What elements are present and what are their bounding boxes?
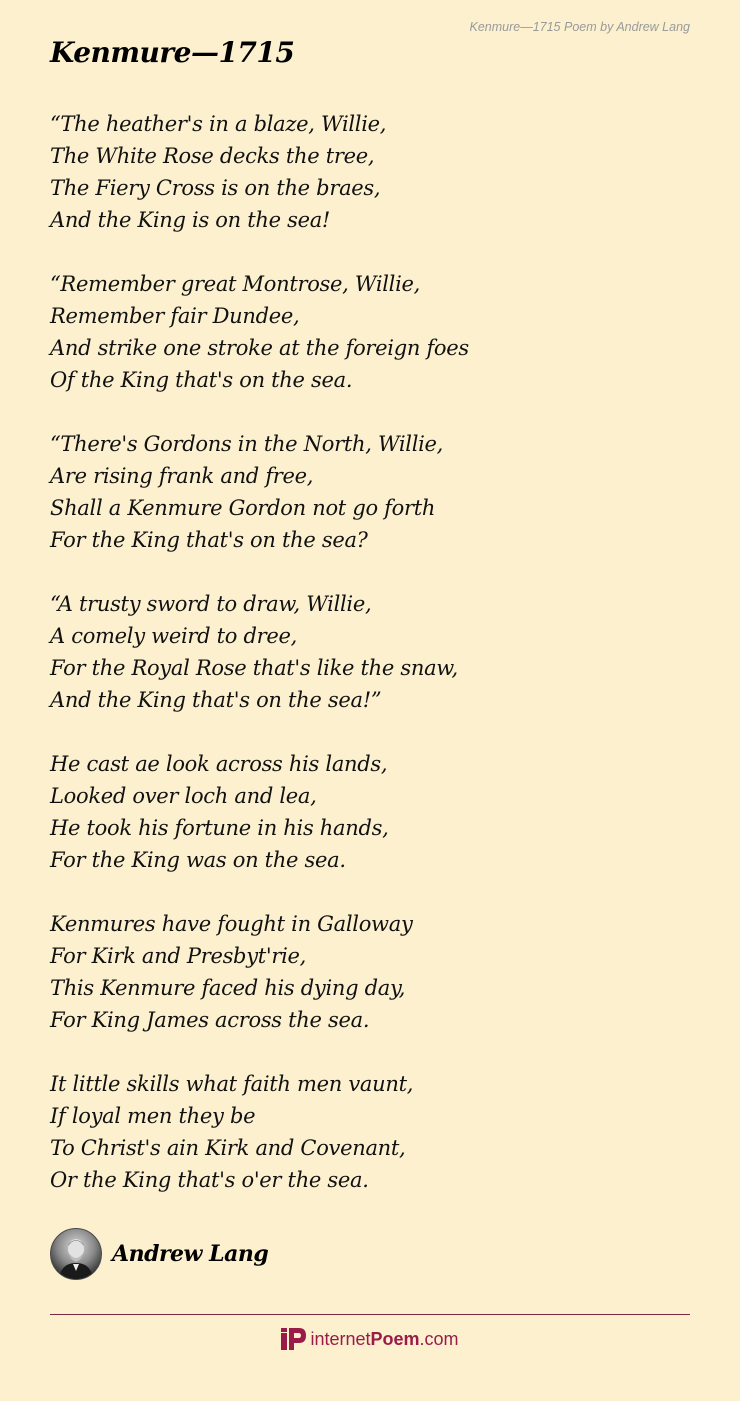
author-name[interactable]: Andrew Lang <box>112 1241 269 1267</box>
poem-line: For the King was on the sea. <box>50 848 346 872</box>
poem-line: He cast ae look across his lands, <box>50 752 388 776</box>
poem-line: If loyal men they be <box>50 1104 256 1128</box>
poem-stanza <box>50 588 690 716</box>
poem-line: A comely weird to dree, <box>50 624 297 648</box>
poem-stanza <box>50 908 690 1036</box>
poem-line: Looked over loch and lea, <box>50 784 317 808</box>
poem-line: “A trusty sword to draw, Willie, <box>50 592 372 616</box>
poem-stanza <box>50 748 690 876</box>
poem-line: The White Rose decks the tree, <box>50 144 375 168</box>
poem-line: For Kirk and Presbyt'rie, <box>50 944 307 968</box>
poem-line: He took his fortune in his hands, <box>50 816 389 840</box>
poem-line: This Kenmure faced his dying day, <box>50 976 406 1000</box>
poem-line: Remember fair Dundee, <box>50 304 300 328</box>
poem-line: Shall a Kenmure Gordon not go forth <box>50 496 436 520</box>
poem-stanza <box>50 428 690 556</box>
site-logo-link[interactable] <box>0 1326 740 1352</box>
poem-line: Kenmures have fought in Galloway <box>50 912 413 936</box>
internetpoem-logo-icon <box>281 1326 306 1352</box>
poem-line: “Remember great Montrose, Willie, <box>50 272 420 296</box>
poem-stanza <box>50 268 690 396</box>
poem-line: “The heather's in a blaze, Willie, <box>50 112 387 136</box>
site-logo-text <box>310 1329 458 1350</box>
author-block[interactable] <box>50 1228 268 1280</box>
poem-line: And strike one stroke at the foreign foes <box>50 336 469 360</box>
poem-attribution: Kenmure—1715 Poem by Andrew Lang <box>469 20 690 34</box>
poem-line: For King James across the sea. <box>50 1008 370 1032</box>
poem-line: “There's Gordons in the North, Willie, <box>50 432 444 456</box>
poem-title: Kenmure—1715 <box>50 36 295 69</box>
author-portrait-icon <box>51 1229 101 1279</box>
poem-line: The Fiery Cross is on the braes, <box>50 176 381 200</box>
poem-line: Of the King that's on the sea. <box>50 368 353 392</box>
poem-line: For the Royal Rose that's like the snaw, <box>50 656 458 680</box>
poem-line: For the King that's on the sea? <box>50 528 368 552</box>
footer-divider <box>50 1314 690 1315</box>
logo-suffix: .com <box>419 1328 459 1349</box>
poem-stanza <box>50 1068 690 1196</box>
poem-line: And the King is on the sea! <box>50 208 331 232</box>
poem-line: Are rising frank and free, <box>50 464 314 488</box>
logo-prefix: internet <box>310 1328 371 1349</box>
poem-body <box>50 108 690 1228</box>
poem-line: And the King that's on the sea!” <box>50 688 382 712</box>
poem-line: To Christ's ain Kirk and Covenant, <box>50 1136 406 1160</box>
poem-line: It little skills what faith men vaunt, <box>50 1072 414 1096</box>
poem-stanza <box>50 108 690 236</box>
poem-line: Or the King that's o'er the sea. <box>50 1168 369 1192</box>
author-avatar[interactable] <box>50 1228 102 1280</box>
logo-bold: Poem <box>370 1328 420 1349</box>
